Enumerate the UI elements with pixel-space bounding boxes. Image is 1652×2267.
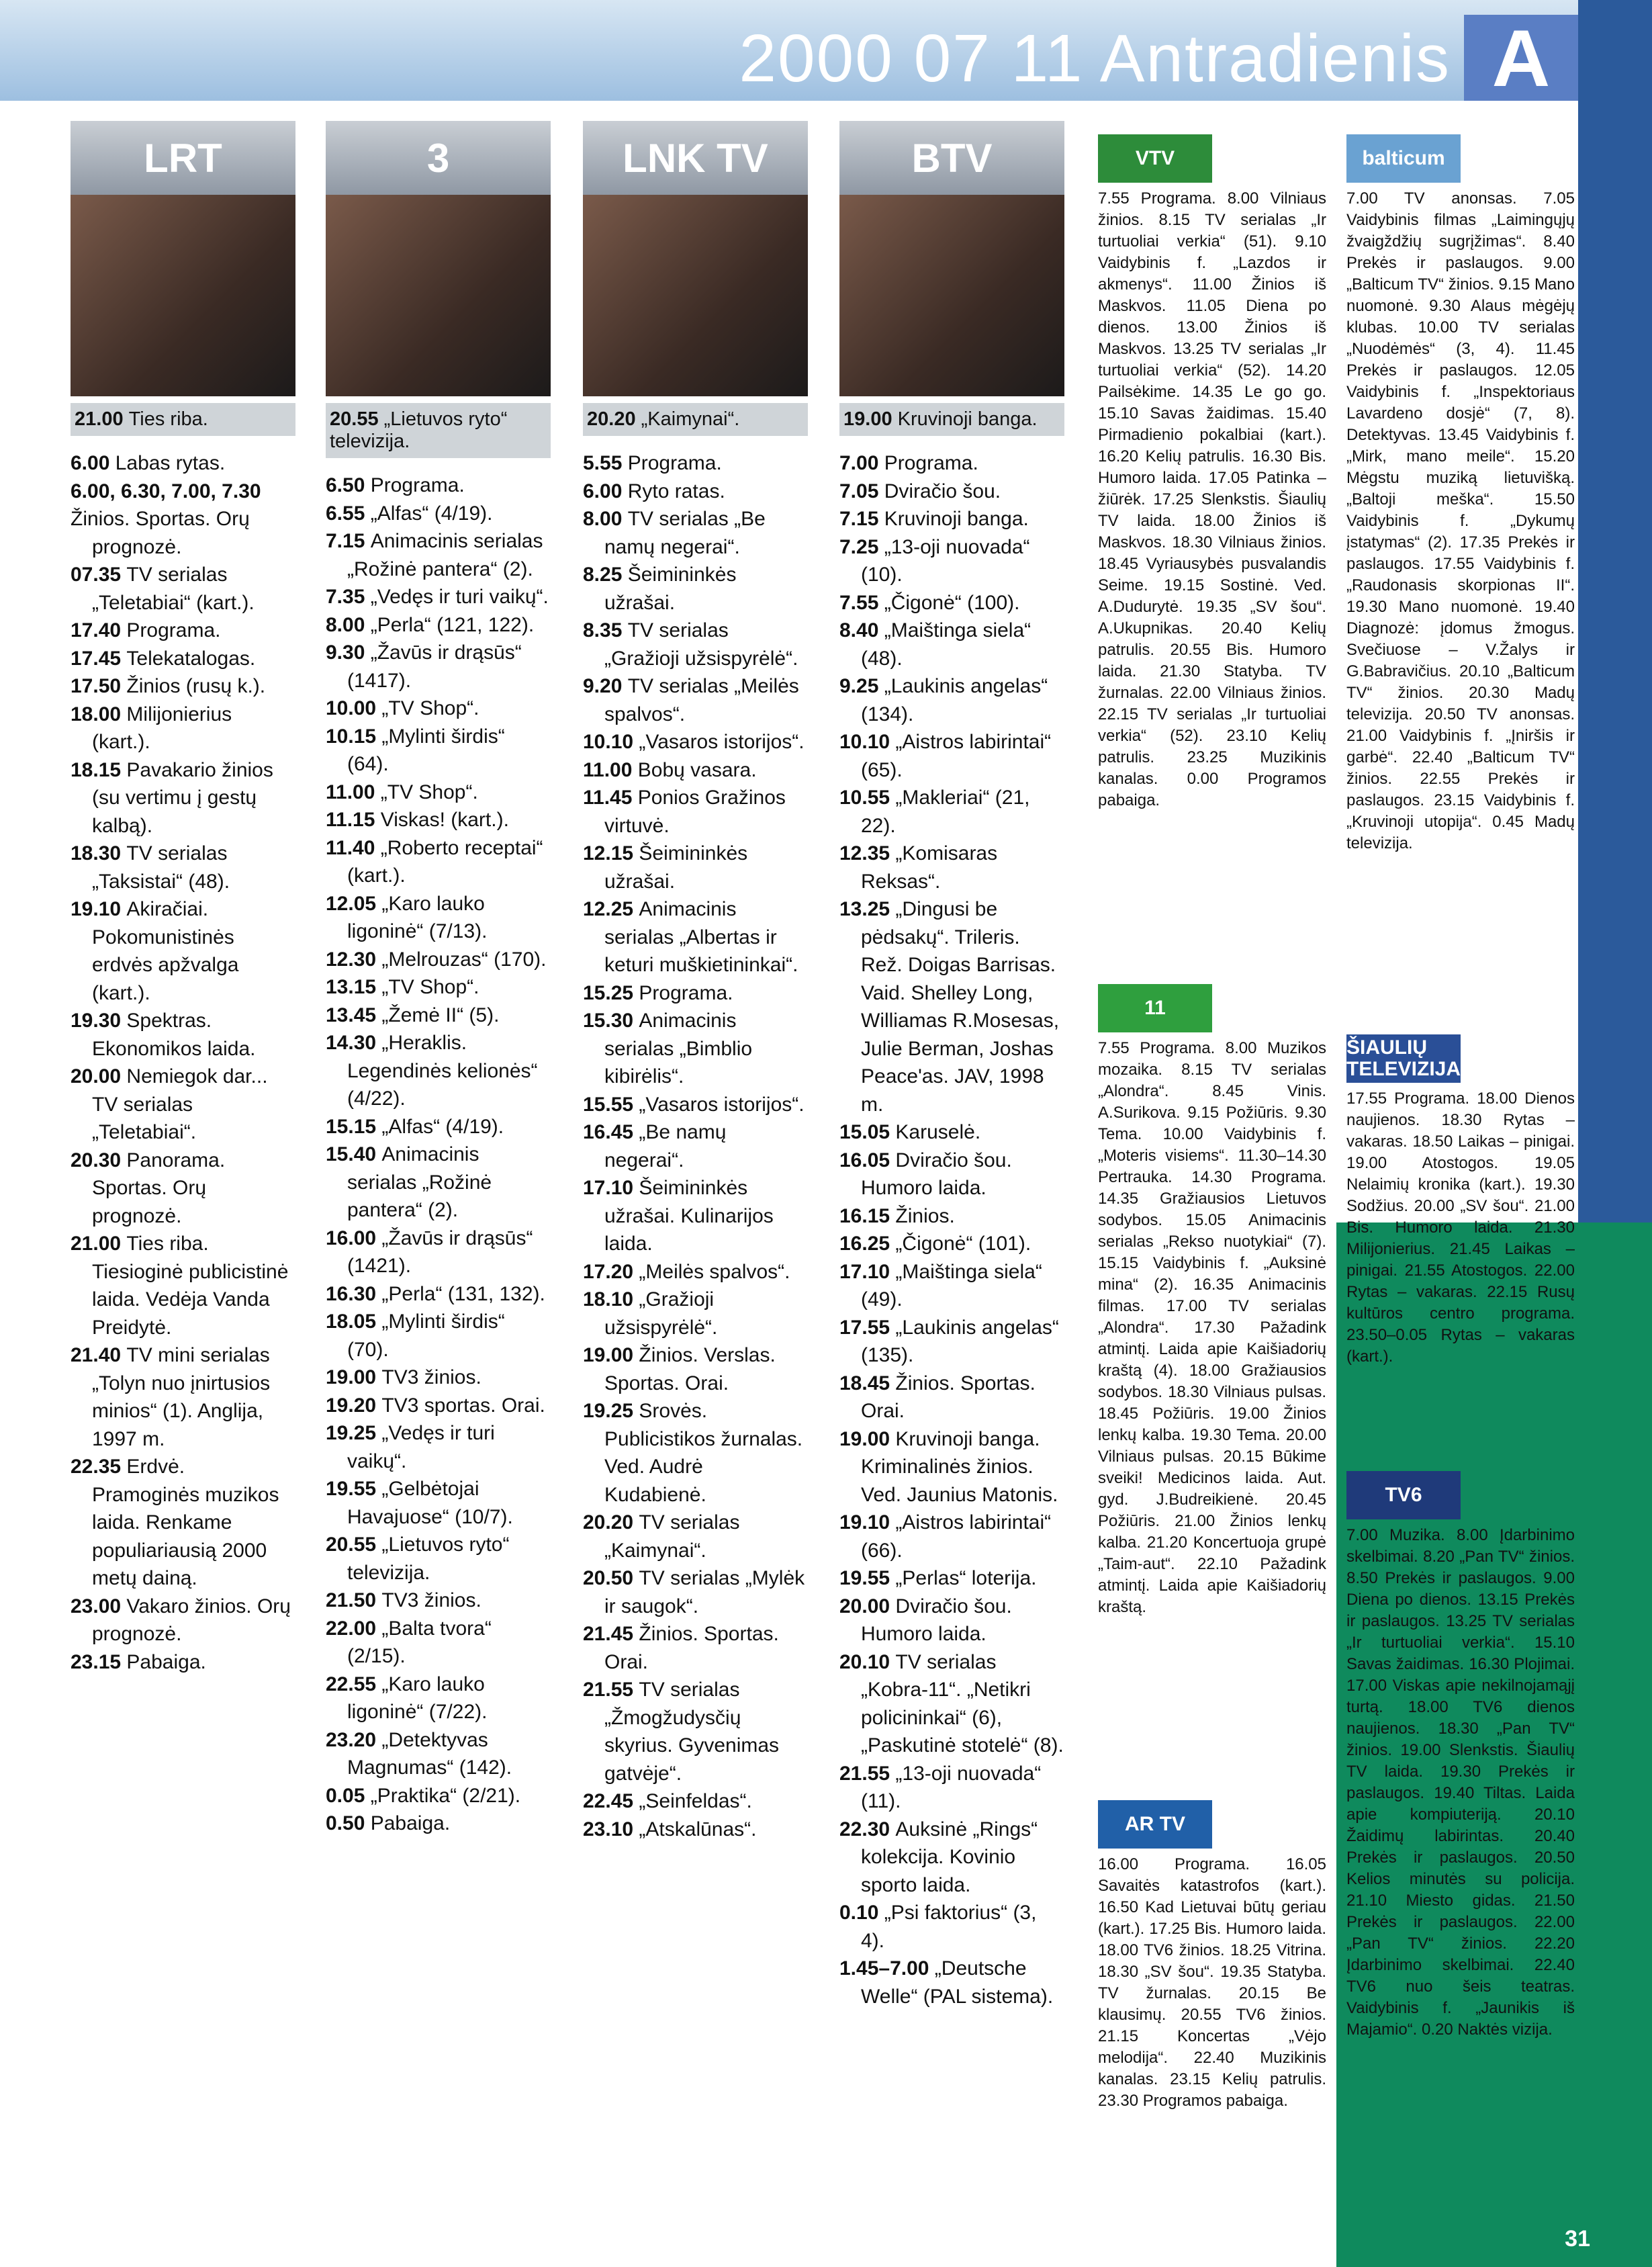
schedule-item: 19.10 „Aistros labirintai“ (66). <box>839 1511 1052 1562</box>
schedule-item: 20.30 Panorama. Sportas. Orų prognozė. <box>71 1149 226 1227</box>
schedule-item: 15.05 Karuselė. <box>839 1121 981 1143</box>
schedule-item: 17.45 Telekatalogas. <box>71 647 256 670</box>
schedule-item: 11.45 Ponios Gražinos virtuvė. <box>583 787 786 837</box>
schedule-item: 19.00 Žinios. Verslas. Sportas. Orai. <box>583 1344 776 1394</box>
schedule-item: 1.45–7.00 „Deutsche Welle“ (PAL sistema). <box>839 1957 1054 2008</box>
schedule-item: 16.25 „Čigonė“ (101). <box>839 1233 1031 1255</box>
schedule-item: 17.40 Programa. <box>71 619 221 641</box>
page-number: 31 <box>1565 2226 1590 2252</box>
channel-column <box>326 121 551 1838</box>
presenter-photo <box>839 195 1064 396</box>
schedule-item: 23.00 Vakaro žinios. Orų prognozė. <box>71 1595 291 1645</box>
schedule-list <box>583 449 808 1843</box>
page-header <box>0 0 1652 101</box>
schedule-item: 21.40 TV mini serialas „Tolyn nuo įnirtusios minios“ (1). Anglija, 1997 m. <box>71 1344 271 1450</box>
schedule-item: 19.25 „Vedęs ir turi vaikų“. <box>326 1422 495 1472</box>
schedule-item: 11.00 Bobų vasara. <box>583 758 757 781</box>
presenter-photo <box>71 195 295 396</box>
schedule-item: 15.30 Animacinis serialas „Bimblio kibirėlis“. <box>583 1010 753 1087</box>
schedule-item: 10.15 „Mylinti širdis“ (64). <box>326 725 505 775</box>
schedule-item: 15.25 Programa. <box>583 981 733 1004</box>
featured-show: 20.20 „Kaimynai“. <box>583 403 808 436</box>
schedule-item: 11.15 Viskas! (kart.). <box>326 809 509 831</box>
channel-column <box>71 121 295 1676</box>
schedule-item: 16.00 „Žavūs ir drąsūs“ (1421). <box>326 1227 533 1277</box>
schedule-item: 20.50 TV serialas „Mylėk ir saugok“. <box>583 1567 805 1617</box>
schedule-item: 21.50 TV3 žinios. <box>326 1589 481 1611</box>
schedule-item: 18.30 TV serialas „Taksistai“ (48). <box>71 842 230 893</box>
schedule-item: 11.40 „Roberto receptai“ (kart.). <box>326 836 543 887</box>
regional-logo: ŠIAULIŲ TELEVIZIJA <box>1346 1034 1461 1083</box>
schedule-item: 9.25 „Laukinis angelas“ (134). <box>839 675 1048 725</box>
schedule-item: 18.00 Milijonierius (kart.). <box>71 703 232 753</box>
right-stripe <box>1578 0 1652 1223</box>
schedule-item: 16.05 Dviračio šou. Humoro laida. <box>839 1149 1012 1199</box>
schedule-item: 15.40 Animacinis serialas „Rožinė pantera“ (2). <box>326 1143 492 1221</box>
schedule-item: 19.55 „Perlas“ loterija. <box>839 1567 1037 1589</box>
schedule-item: 6.55 „Alfas“ (4/19). <box>326 502 493 525</box>
schedule-item: 13.25 „Dingusi be pėdsakų“. Trileris. Rež. Doigas Barrisas. Vaid. Shelley Long, Williamas R.Mosesas, Julie Berman, Joshas Peace'as. JAV, 1998 m. <box>839 898 1060 1116</box>
schedule-item: 12.05 „Karo lauko ligoninė“ (7/13). <box>326 892 488 942</box>
schedule-item: 19.55 „Gelbėtojai Havajuose“ (10/7). <box>326 1478 513 1528</box>
regional-schedule: 7.55 Programa. 8.00 Vilniaus žinios. 8.15 TV serialas „Ir turtuoliai verkia“ (51). 9.10 Vaidybinis f. „Lazdos ir akmenys“. 11.00 Žinios iš Maskvos. 11.05 Diena po dienos. 13.00 Žinios iš Maskvos. 13.25 TV serialas „Ir turtuoliai verkia“ (52). 14.20 Pailsėkime. 14.35 Le go go. 15.10 Savas žaidimas. 15.40 Pirmadienio pokalbiai (kart.). 16.20 Kelių patrulis. 16.30 Bis. Humoro laida. 17.05 Patinka – žiūrėk. 17.25 Slenkstis. Šiaulių TV laida. 18.00 Žinios iš Maskvos. 18.30 Vilniaus žinios. 18.45 Vyriausybės pusvalandis Seime. 19.15 Sostinė. Ved. A.Dudurytė. 19.35 „SV šou“. A.Ukupnikas. 20.40 Kelių patrulis. 20.55 Bis. Humoro laida. 21.30 Statyba. TV žurnalas. 22.00 Vilniaus žinios. 22.15 TV serialas „Ir turtuoliai verkia“ (52). 23.10 Kelių patrulis. 23.25 Muzikinis kanalas. 0.00 Programos pabaiga. <box>1098 189 1326 809</box>
regional-logo: balticum <box>1346 134 1461 183</box>
regional-schedule: 7.55 Programa. 8.00 Muzikos mozaika. 8.15 TV serialas „Alondra“. 8.45 Vinis. A.Surikova. 9.15 Požiūris. 9.30 Tema. 10.00 Vaidybinis f. „Moteris visiems“. 11.30–14.30 Pertrauka. 14.30 Programa. 14.35 Gražiausios Lietuvos sodybos. 15.05 Animacinis serialas „Rekso nuotykiai“ (7). 15.15 Vaidybinis f. „Auksinė mina“ (2). 16.35 Animacinis filmas. 17.00 TV serialas „Alondra“. 17.30 Pažadink atmintį. Laida apie Kaišiadorių kraštą (4). 18.00 Gražiausios sodybos. 18.30 Vilniaus pulsas. 18.45 Požiūris. 19.00 Žinios lenkų kalba. 19.30 Tema. 20.00 Vilniaus pulsas. 20.15 Būkime sveiki! Medicinos laida. Aut. gyd. J.Budreikienė. 20.45 Požiūris. 21.00 Žinios lenkų kalba. 21.20 Koncertuoja grupė „Taim-aut“. 22.10 Pažadink atmintį. Laida apie Kaišiadorių kraštą. <box>1098 1039 1326 1616</box>
regional-channel <box>1346 1471 1575 2041</box>
regional-logo: TV6 <box>1346 1471 1461 1519</box>
schedule-item: 11.00 „TV Shop“. <box>326 781 478 803</box>
schedule-item: 15.55 „Vasaros istorijos“. <box>583 1093 805 1116</box>
schedule-item: 22.30 Auksinė „Rings“ kolekcija. Kovinio sporto laida. <box>839 1818 1038 1896</box>
schedule-item: 8.00 „Perla“ (121, 122). <box>326 613 535 636</box>
schedule-item: 17.10 Šeimininkės užrašai. Kulinarijos laida. <box>583 1177 774 1255</box>
channel-logo: LNK TV <box>583 121 808 195</box>
schedule-list <box>326 472 551 1838</box>
schedule-item: 7.35 „Vedęs ir turi vaikų“. <box>326 586 549 608</box>
schedule-item: 10.10 „Aistros labirintai“ (65). <box>839 731 1052 781</box>
regional-schedule: 7.00 TV anonsas. 7.05 Vaidybinis filmas „Laimingųjų žvaigždžių sugrįžimas“. 8.40 Prekės ir paslaugos. 9.00 „Balticum TV“ žinios. 9.15 Mano nuomonė. 9.30 Alaus mėgėjų klubas. 10.00 TV serialas „Nuodėmės“ (3, 4). 11.45 Prekės ir paslaugos. 12.05 Vaidybinis f. „Inspektoriaus Lavardeno dosjė“ (7, 8). Detektyvas. 13.45 Vaidybinis f. „Mirk, mano meile“. 15.20 Mėgstu muziką lietuvišką. „Baltoji meška“. 15.50 Vaidybinis f. „Dykumų įstatymas“ (2). 17.35 Prekės ir paslaugos. 17.55 Vaidybinis f. „Raudonasis skorpionas II“. 19.30 Mano nuomonė. 19.40 Diagnozė: įdomus žmogus. Svečiuose – V.Žalys ir G.Babravičius. 20.10 „Balticum TV“ žinios. 20.30 Madų televizija. 20.50 TV anonsas. 21.00 Vaidybinis f. „Įniršis ir garbė“. 22.40 „Balticum TV“ žinios. 22.55 Prekės ir paslaugos. 23.15 Vaidybinis f. „Kruvinoji utopija“. 0.45 Madų televizija. <box>1346 189 1575 852</box>
schedule-item: 14.30 „Heraklis. Legendinės kelionės“ (4/22). <box>326 1032 538 1110</box>
schedule-item: 22.45 „Seinfeldas“. <box>583 1790 752 1812</box>
regional-schedule: 16.00 Programa. 16.05 Savaitės katastrofos (kart.). 16.50 Kad Lietuvai būtų geriau (kart.). 17.25 Bis. Humoro laida. 18.00 TV6 žinios. 18.25 Vitrina. 18.30 „SV šou“. 19.35 Statyba. TV žurnalas. 20.15 Be klausimų. 20.55 TV6 žinios. 21.15 Koncertas „Vėjo melodija“. 22.40 Muzikinis kanalas. 23.15 Kelių patrulis. 23.30 Programos pabaiga. <box>1098 1855 1326 2110</box>
schedule-item: 20.00 Nemiegok dar... TV serialas „Teletabiai“. <box>71 1065 268 1143</box>
schedule-item: 10.55 „Makleriai“ (21, 22). <box>839 787 1030 837</box>
regional-logo: VTV <box>1098 134 1212 183</box>
schedule-item: 0.10 „Psi faktorius“ (3, 4). <box>839 1902 1037 1952</box>
schedule-item: 19.10 Akiračiai. Pokomunistinės erdvės apžvalga (kart.). <box>71 898 239 1004</box>
schedule-item: 7.25 „13-oji nuovada“ (10). <box>839 535 1030 586</box>
schedule-item: 12.25 Animacinis serialas „Albertas ir keturi muškietininkai“. <box>583 898 798 976</box>
channel-logo: LRT <box>71 121 295 195</box>
schedule-item: 9.30 „Žavūs ir drąsūs“ (1417). <box>326 641 522 692</box>
schedule-item: 21.45 Žinios. Sportas. Orai. <box>583 1623 779 1673</box>
schedule-item: 5.55 Programa. <box>583 452 722 474</box>
schedule-item: 19.00 Kruvinoji banga. Kriminalinės žinios. Ved. Jaunius Matonis. <box>839 1427 1058 1506</box>
schedule-item: 6.00 Ryto ratas. <box>583 480 725 502</box>
channel-logo: BTV <box>839 121 1064 195</box>
schedule-item: 21.55 „13-oji nuovada“ (11). <box>839 1762 1042 1812</box>
schedule-item: 12.15 Šeimininkės užrašai. <box>583 842 748 893</box>
schedule-item: 0.50 Pabaiga. <box>326 1812 451 1834</box>
schedule-item: 19.30 Spektras. Ekonomikos laida. <box>71 1010 256 1060</box>
schedule-item: 17.55 „Laukinis angelas“ (135). <box>839 1316 1059 1366</box>
channel-column <box>583 121 808 1843</box>
schedule-item: 16.30 „Perla“ (131, 132). <box>326 1282 545 1305</box>
schedule-item: 20.20 TV serialas „Kaimynai“. <box>583 1511 740 1562</box>
channel-logo: 3 <box>326 121 551 195</box>
schedule-item: 20.00 Dviračio šou. Humoro laida. <box>839 1595 1012 1645</box>
schedule-item: 0.05 „Praktika“ (2/21). <box>326 1784 521 1807</box>
regional-channel <box>1098 134 1326 811</box>
schedule-item: 16.15 Žinios. <box>839 1204 955 1227</box>
schedule-item: 16.45 „Be namų negerai“. <box>583 1121 727 1171</box>
schedule-item: 7.55 „Čigonė“ (100). <box>839 591 1020 614</box>
schedule-list <box>71 449 295 1676</box>
schedule-item: 20.10 TV serialas „Kobra-11“. „Netikri policininkai“ (6), „Paskutinė stotelė“ (8). <box>839 1650 1064 1757</box>
schedule-item: 20.55 „Lietuvos ryto“ televizija. <box>326 1533 510 1584</box>
schedule-item: 22.35 Erdvė. Pramoginės muzikos laida. Renkame populiariausią 2000 metų dainą. <box>71 1456 279 1589</box>
regional-schedule: 7.00 Muzika. 8.00 Įdarbinimo skelbimai. 8.20 „Pan TV“ žinios. 8.50 Prekės ir paslaugos. 9.00 Diena po dienos. 13.15 Prekės ir paslaugos. 13.25 TV serialas „Ir turtuoliai verkia“. 15.10 Savas žaidimas. 16.30 Plojimai. 17.00 Viskas apie nekilnojamąjį turtą. 18.00 TV6 dienos naujienos. 18.30 „Pan TV“ žinios. 19.00 Slenkstis. Šiaulių TV laida. 19.30 Prekės ir paslaugos. 19.40 Tiltas. Laida apie kompiuteriją. 20.10 Žaidimų labirintas. 20.40 Prekės ir paslaugos. 20.50 Kelios minutės su policija. 21.10 Miesto gidas. 21.50 Prekės ir paslaugos. 22.00 „Pan TV“ žinios. 22.20 Įdarbinimo skelbimai. 22.40 TV6 nuo šeis teatras. Vaidybinis f. „Jaunikis iš Majamio“. 0.20 Naktės vizija. <box>1346 1526 1575 2039</box>
schedule-item: 21.00 Ties riba. Tiesioginė publicistinė laida. Vedėja Vanda Preidytė. <box>71 1233 289 1339</box>
schedule-list <box>839 449 1064 2010</box>
presenter-photo <box>326 195 551 396</box>
schedule-item: 12.35 „Komisaras Reksas“. <box>839 842 998 893</box>
schedule-item: 23.10 „Atskalūnas“. <box>583 1818 757 1840</box>
schedule-item: 9.20 TV serialas „Meilės spalvos“. <box>583 675 799 725</box>
schedule-item: 8.35 TV serialas „Gražioji užsispyrėlė“. <box>583 619 798 670</box>
presenter-photo <box>583 195 808 396</box>
regional-logo: 11 <box>1098 984 1212 1032</box>
schedule-item: 22.00 „Balta tvora“ (2/15). <box>326 1617 492 1667</box>
regional-channel <box>1098 1800 1326 2112</box>
schedule-item: 17.50 Žinios (rusų k.). <box>71 675 266 697</box>
regional-channel <box>1346 1034 1575 1368</box>
schedule-item: 7.15 Kruvinoji banga. <box>839 508 1029 530</box>
schedule-item: 18.45 Žinios. Sportas. Orai. <box>839 1372 1036 1422</box>
schedule-item: 23.15 Pabaiga. <box>71 1650 206 1673</box>
schedule-item: 07.35 TV serialas „Teletabiai“ (kart.). <box>71 564 255 614</box>
regional-logo: AR TV <box>1098 1800 1212 1849</box>
regional-channel <box>1098 984 1326 1618</box>
featured-show: 20.55 „Lietuvos ryto“ televizija. <box>326 403 551 458</box>
schedule-item: 13.15 „TV Shop“. <box>326 976 479 998</box>
schedule-item: 6.50 Programa. <box>326 474 465 496</box>
schedule-item: 18.05 „Mylinti širdis“ (70). <box>326 1310 505 1361</box>
schedule-item: 6.00, 6.30, 7.00, 7.30 <box>71 480 261 502</box>
schedule-item: 19.25 Srovės. Publicistikos žurnalas. Ved. Audrė Kudabienė. <box>583 1400 803 1506</box>
section-letter: A <box>1464 15 1578 101</box>
schedule-item: 18.10 „Gražioji užsispyrėlė“. <box>583 1288 718 1339</box>
featured-show: 19.00 Kruvinoji banga. <box>839 403 1064 436</box>
schedule-item: Žinios. Sportas. Orų prognozė. <box>71 508 250 558</box>
schedule-item: 6.00 Labas rytas. <box>71 452 226 474</box>
schedule-item: 7.05 Dviračio šou. <box>839 480 1001 502</box>
schedule-item: 13.45 „Žemė II“ (5). <box>326 1004 500 1026</box>
schedule-item: 8.25 Šeimininkės užrašai. <box>583 564 737 614</box>
schedule-item: 15.15 „Alfas“ (4/19). <box>326 1115 504 1138</box>
schedule-item: 10.10 „Vasaros istorijos“. <box>583 731 805 753</box>
date-title: 2000 07 11 Antradienis <box>739 21 1451 96</box>
regional-channel <box>1346 134 1575 854</box>
channel-column <box>839 121 1064 2010</box>
schedule-item: 7.15 Animacinis serialas „Rožinė pantera“ (2). <box>326 530 543 580</box>
featured-show: 21.00 Ties riba. <box>71 403 295 436</box>
schedule-item: 17.10 „Maištinga siela“ (49). <box>839 1260 1042 1310</box>
schedule-item: 8.00 TV serialas „Be namų negerai“. <box>583 508 766 558</box>
schedule-item: 22.55 „Karo lauko ligoninė“ (7/22). <box>326 1673 488 1723</box>
schedule-item: 10.00 „TV Shop“. <box>326 697 479 719</box>
schedule-item: 23.20 „Detektyvas Magnumas“ (142). <box>326 1728 512 1779</box>
schedule-item: 21.55 TV serialas „Žmogžudysčių skyrius. Gyvenimas gatvėje“. <box>583 1679 780 1785</box>
schedule-item: 18.15 Pavakario žinios (su vertimu į gestų kalbą). <box>71 758 273 837</box>
regional-schedule: 17.55 Programa. 18.00 Dienos naujienos. 18.30 Rytas – vakaras. 18.50 Laikas – pinigai. 19.00 Atostogos. 19.05 Nelaimių kronika (kart.). 19.30 Sodžius. 20.00 „SV šou“. 21.00 Bis. Humoro laida. 21.30 Milijonierius. 21.45 Laikas – pinigai. 21.55 Atostogos. 22.00 Rytas – vakaras. 22.15 Rusų kultūros centro programa. 23.50–0.05 Rytas – vakaras (kart.). <box>1346 1090 1575 1366</box>
schedule-item: 19.00 TV3 žinios. <box>326 1366 481 1388</box>
schedule-item: 8.40 „Maištinga siela“ (48). <box>839 619 1031 670</box>
schedule-item: 17.20 „Meilės spalvos“. <box>583 1260 790 1283</box>
schedule-item: 7.00 Programa. <box>839 452 978 474</box>
schedule-item: 19.20 TV3 sportas. Orai. <box>326 1394 545 1417</box>
schedule-item: 12.30 „Melrouzas“ (170). <box>326 948 547 971</box>
